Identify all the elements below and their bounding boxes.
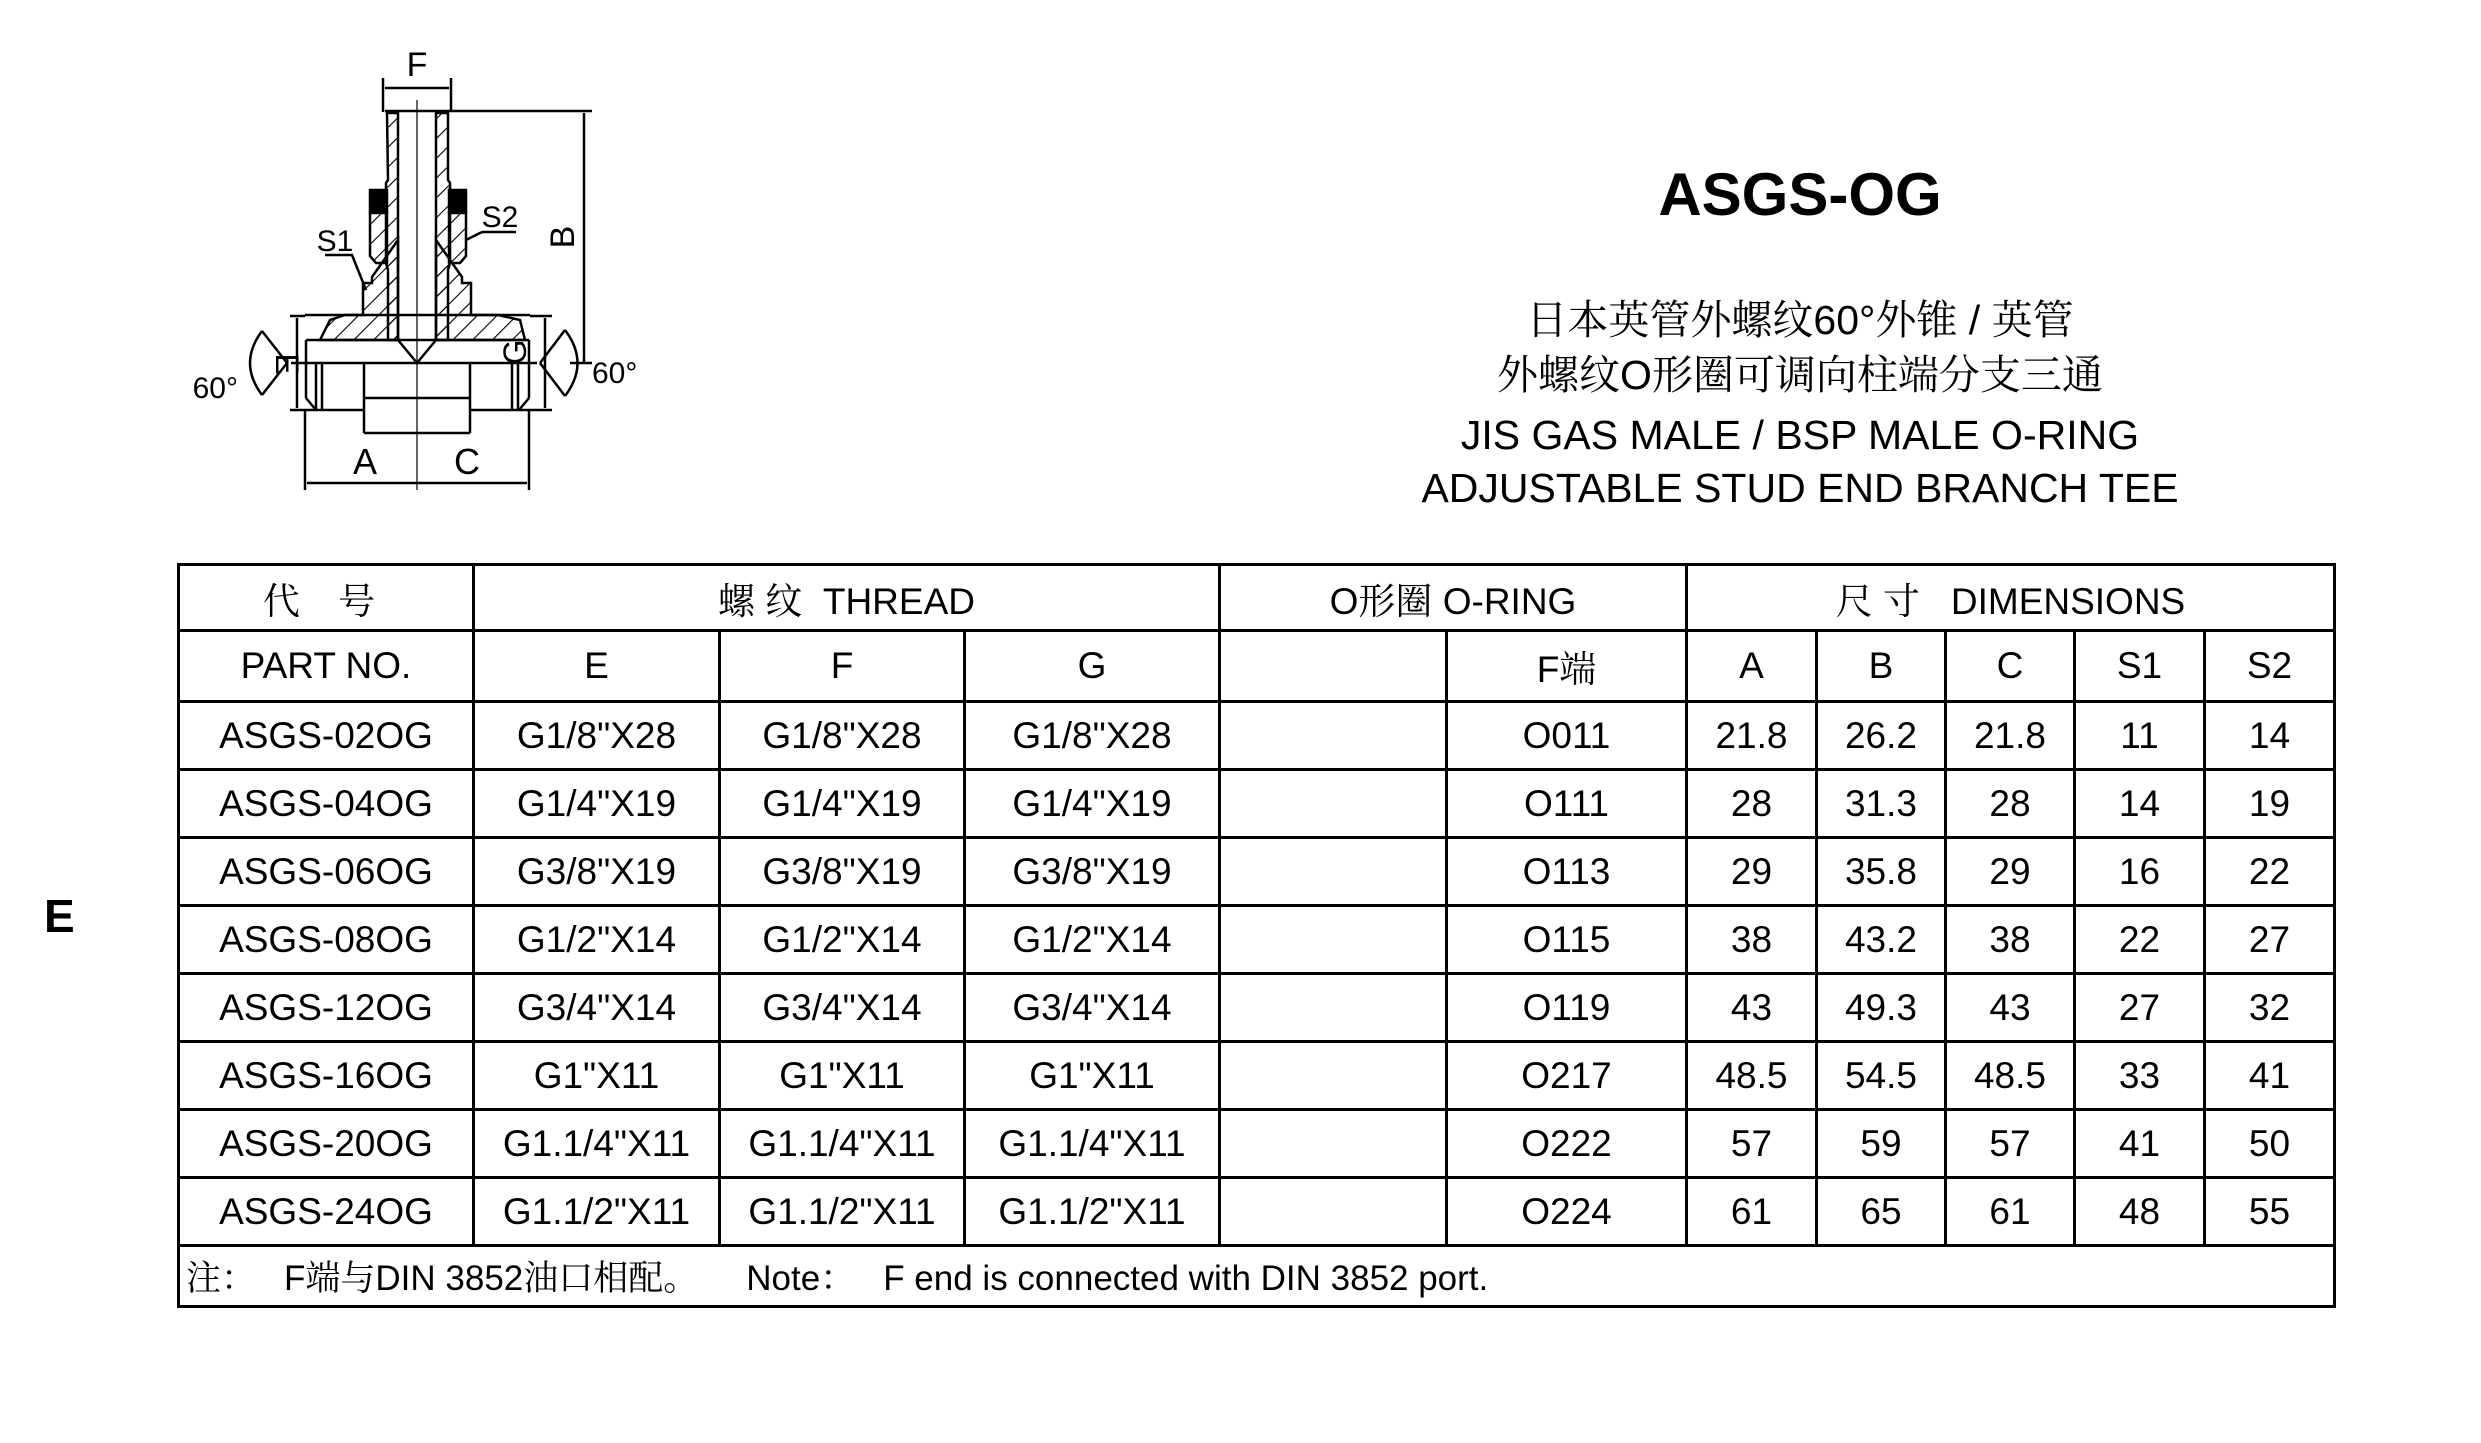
diagram-label-c: C: [454, 441, 480, 482]
cell-dim-s1: 27: [2075, 974, 2205, 1042]
header-dim-s2: S2: [2205, 631, 2335, 702]
cell-dim-a: 43: [1687, 974, 1817, 1042]
table-row: [179, 974, 2335, 1042]
cell-dim-c: 38: [1946, 906, 2075, 974]
section-letter: E: [44, 890, 75, 942]
cell-part-no: ASGS-12OG: [179, 974, 474, 1042]
table-row: [179, 770, 2335, 838]
cell-thread-e: G1.1/2"X11: [474, 1178, 720, 1246]
cell-thread-e: G1"X11: [474, 1042, 720, 1110]
header-dim-a: A: [1687, 631, 1817, 702]
cell-oring-f: O222: [1447, 1110, 1687, 1178]
cell-thread-g: G3/8"X19: [965, 838, 1220, 906]
cell-oring-f: O217: [1447, 1042, 1687, 1110]
cell-dim-s2: 32: [2205, 974, 2335, 1042]
diagram-label-e: E: [269, 353, 305, 375]
cell-oring-f: O113: [1447, 838, 1687, 906]
cell-dim-s1: 16: [2075, 838, 2205, 906]
header-dim-c: C: [1946, 631, 2075, 702]
diagram-label-s2: S2: [481, 201, 519, 234]
table-row: [179, 1110, 2335, 1178]
cell-oring-blank: [1220, 702, 1447, 770]
diagram-label-g: G: [497, 339, 533, 365]
fitting-cross-section-diagram: [0, 0, 1000, 540]
cell-thread-e: G1/2"X14: [474, 906, 720, 974]
header-row-columns: [179, 631, 2335, 702]
cell-dim-a: 29: [1687, 838, 1817, 906]
diagram-label-a: A: [352, 441, 378, 482]
cell-part-no: ASGS-04OG: [179, 770, 474, 838]
cell-dim-b: 43.2: [1817, 906, 1946, 974]
cell-dim-b: 54.5: [1817, 1042, 1946, 1110]
cell-thread-g: G1.1/4"X11: [965, 1110, 1220, 1178]
cell-thread-g: G1/2"X14: [965, 906, 1220, 974]
cell-dim-c: 29: [1946, 838, 2075, 906]
table-row: [179, 906, 2335, 974]
cell-dim-c: 43: [1946, 974, 2075, 1042]
header-thread-g: G: [965, 631, 1220, 702]
cell-oring-blank: [1220, 838, 1447, 906]
cell-dim-s2: 27: [2205, 906, 2335, 974]
cell-thread-f: G3/4"X14: [720, 974, 965, 1042]
header-part-no-cn: 代 号: [179, 565, 474, 631]
cell-thread-e: G1/8"X28: [474, 702, 720, 770]
header-oring-f-end: F端: [1447, 631, 1687, 702]
cell-thread-g: G1"X11: [965, 1042, 1220, 1110]
cell-oring-f: O011: [1447, 702, 1687, 770]
header-dimensions-group: 尺 寸 DIMENSIONS: [1687, 565, 2335, 631]
cell-oring-f: O115: [1447, 906, 1687, 974]
note-cn-text: F端与DIN 3852油口相配。: [284, 1259, 699, 1298]
cell-dim-a: 48.5: [1687, 1042, 1817, 1110]
diagram-angle-right: 60°: [592, 357, 638, 390]
cell-thread-f: G1"X11: [720, 1042, 965, 1110]
cell-oring-f: O111: [1447, 770, 1687, 838]
note-row: [179, 1246, 2335, 1307]
cell-dim-s2: 50: [2205, 1110, 2335, 1178]
cell-thread-f: G1/8"X28: [720, 702, 965, 770]
cell-thread-e: G3/8"X19: [474, 838, 720, 906]
cell-dim-s2: 55: [2205, 1178, 2335, 1246]
header-dim-b: B: [1817, 631, 1946, 702]
cell-thread-f: G1.1/2"X11: [720, 1178, 965, 1246]
cell-oring-f: O224: [1447, 1178, 1687, 1246]
cell-thread-e: G1/4"X19: [474, 770, 720, 838]
cell-dim-c: 28: [1946, 770, 2075, 838]
cell-thread-f: G1/4"X19: [720, 770, 965, 838]
header-thread-f: F: [720, 631, 965, 702]
cell-dim-s1: 48: [2075, 1178, 2205, 1246]
table-row: [179, 1178, 2335, 1246]
header-thread-group: 螺 纹 THREAD: [474, 565, 1220, 631]
subtitle-en-line2: ADJUSTABLE STUD END BRANCH TEE: [1421, 465, 2179, 511]
note-en-prefix: Note：: [746, 1259, 856, 1298]
cell-thread-g: G3/4"X14: [965, 974, 1220, 1042]
cell-dim-s2: 14: [2205, 702, 2335, 770]
diagram-label-b: B: [544, 225, 582, 249]
cell-dim-a: 28: [1687, 770, 1817, 838]
cell-dim-s1: 33: [2075, 1042, 2205, 1110]
subtitle-cn-line1: 日本英管外螺纹60°外锥 / 英管: [1526, 297, 2074, 343]
header-part-no-en: PART NO.: [179, 631, 474, 702]
cell-thread-g: G1/4"X19: [965, 770, 1220, 838]
cell-oring-blank: [1220, 1178, 1447, 1246]
cell-oring-blank: [1220, 906, 1447, 974]
cell-thread-f: G1.1/4"X11: [720, 1110, 965, 1178]
cell-dim-b: 35.8: [1817, 838, 1946, 906]
cell-dim-c: 21.8: [1946, 702, 2075, 770]
cell-part-no: ASGS-08OG: [179, 906, 474, 974]
cell-part-no: ASGS-06OG: [179, 838, 474, 906]
cell-dim-s1: 22: [2075, 906, 2205, 974]
diagram-angle-left: 60°: [192, 372, 238, 405]
note-cell: [179, 1246, 2335, 1307]
cell-dim-s1: 41: [2075, 1110, 2205, 1178]
cell-thread-e: G3/4"X14: [474, 974, 720, 1042]
cell-thread-e: G1.1/4"X11: [474, 1110, 720, 1178]
cell-dim-s2: 41: [2205, 1042, 2335, 1110]
cell-part-no: ASGS-02OG: [179, 702, 474, 770]
cell-dim-c: 48.5: [1946, 1042, 2075, 1110]
cell-dim-b: 31.3: [1817, 770, 1946, 838]
diagram-label-f: F: [406, 46, 428, 84]
cell-dim-b: 65: [1817, 1178, 1946, 1246]
table-row: [179, 838, 2335, 906]
product-model-title: ASGS-OG: [1658, 161, 1942, 228]
cell-oring-blank: [1220, 770, 1447, 838]
cell-dim-b: 49.3: [1817, 974, 1946, 1042]
cell-oring-f: O119: [1447, 974, 1687, 1042]
cell-dim-b: 59: [1817, 1110, 1946, 1178]
cell-dim-s2: 22: [2205, 838, 2335, 906]
note-cn-prefix: 注：: [186, 1259, 257, 1298]
cell-dim-s2: 19: [2205, 770, 2335, 838]
note-en-text: F end is connected with DIN 3852 port.: [883, 1259, 1489, 1298]
header-row-groups: [179, 565, 2335, 631]
subtitle-en-line1: JIS GAS MALE / BSP MALE O-RING: [1460, 412, 2140, 458]
cell-dim-a: 21.8: [1687, 702, 1817, 770]
header-dim-s1: S1: [2075, 631, 2205, 702]
header-oring-group: O形圈 O-RING: [1220, 565, 1687, 631]
cell-dim-b: 26.2: [1817, 702, 1946, 770]
cell-dim-s1: 14: [2075, 770, 2205, 838]
cell-thread-g: G1/8"X28: [965, 702, 1220, 770]
header-thread-e: E: [474, 631, 720, 702]
cell-dim-a: 38: [1687, 906, 1817, 974]
diagram-label-s1: S1: [316, 225, 354, 258]
table-row: [179, 1042, 2335, 1110]
table-row: [179, 702, 2335, 770]
cell-thread-f: G3/8"X19: [720, 838, 965, 906]
subtitle-cn-line2: 外螺纹O形圈可调向柱端分支三通: [1497, 352, 2103, 398]
cell-dim-a: 57: [1687, 1110, 1817, 1178]
cell-oring-blank: [1220, 1042, 1447, 1110]
cell-dim-c: 61: [1946, 1178, 2075, 1246]
cell-part-no: ASGS-16OG: [179, 1042, 474, 1110]
cell-dim-a: 61: [1687, 1178, 1817, 1246]
cell-part-no: ASGS-20OG: [179, 1110, 474, 1178]
cell-oring-blank: [1220, 1110, 1447, 1178]
header-oring-blank: [1220, 631, 1447, 702]
cell-thread-g: G1.1/2"X11: [965, 1178, 1220, 1246]
cell-dim-c: 57: [1946, 1110, 2075, 1178]
cell-part-no: ASGS-24OG: [179, 1178, 474, 1246]
cell-oring-blank: [1220, 974, 1447, 1042]
cell-thread-f: G1/2"X14: [720, 906, 965, 974]
spec-table: [177, 563, 2336, 1308]
cell-dim-s1: 11: [2075, 702, 2205, 770]
